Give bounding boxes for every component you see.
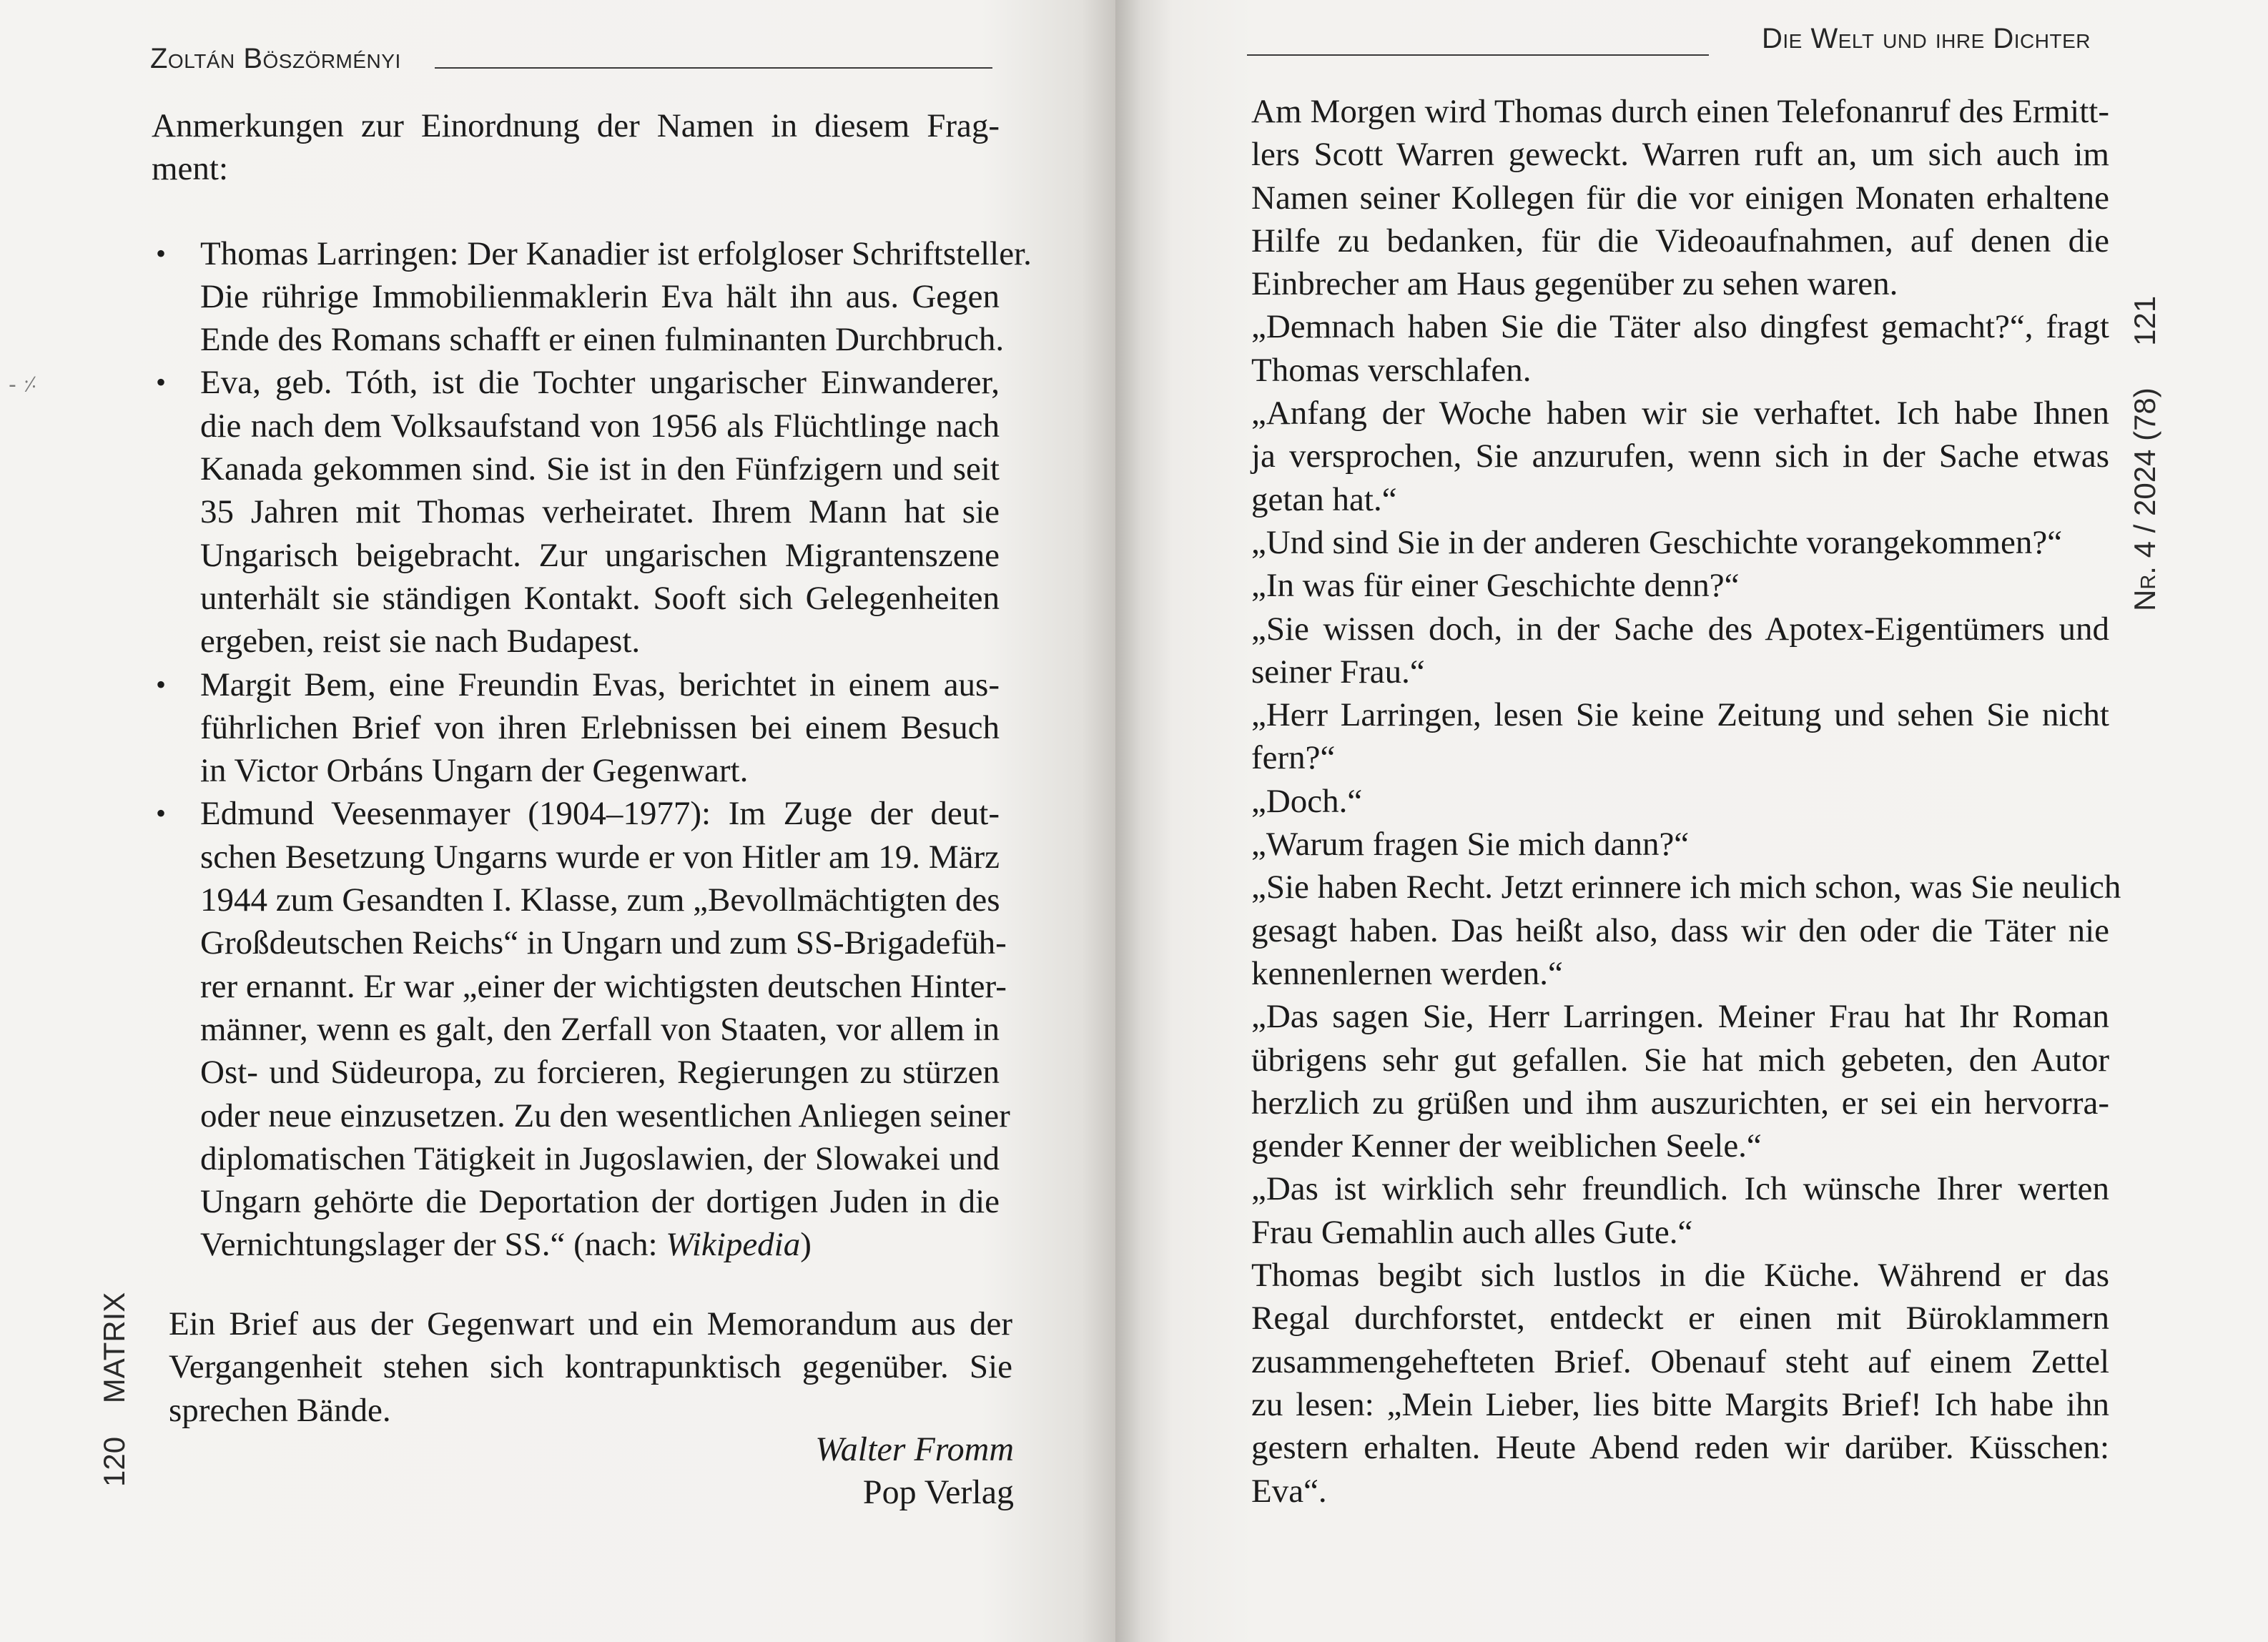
text-line: „Und sind Sie in der anderen Geschichte vorangekommen?“ [1251, 523, 2063, 561]
text-line: Namen seiner Kollegen für die vor einigen Monaten erhaltene [1251, 179, 2109, 217]
text-line [152, 1223, 1000, 1266]
text-line: Einbrecher am Haus gegenüber zu sehen waren. [1251, 265, 1898, 303]
header-rule-right [1247, 54, 1709, 56]
text-line: „Herr Larringen, lesen Sie keine Zeitung und sehen Sie nicht [1251, 696, 2109, 734]
text-line: gesagt haben. Das heißt also, dass wir den oder die Täter nie [1251, 911, 2109, 949]
text-line: seiner Frau.“ [1251, 653, 1425, 691]
scan-mark: - ⸓ [9, 372, 38, 397]
right-page-number: 121 [2128, 295, 2161, 346]
left-page-number: 120 [97, 1436, 131, 1487]
closing-paragraph [169, 1302, 1012, 1432]
text-line: Thomas begibt sich lustlos in die Küche. Während er das [1251, 1257, 2109, 1295]
header-rule [435, 67, 992, 69]
text-line: zusammengehefteten Brief. Obenauf steht auf einem Zettel [1251, 1342, 2109, 1380]
text-line: „Demnach haben Sie die Täter also dingfest gemacht?“, fragt [1251, 308, 2109, 346]
signature-publisher: Pop Verlag [862, 1473, 1014, 1511]
text-line: schen Besetzung Ungarns wurde er von Hitler am 19. März [200, 838, 1000, 876]
text-line: diplomatischen Tätigkeit in Jugoslawien, der Slowakei und [200, 1139, 1000, 1177]
text-line: Eva, geb. Tóth, ist die Tochter ungarischer Einwanderer, [200, 364, 1000, 402]
text-line: „Das ist wirklich sehr freundlich. Ich wünsche Ihrer werten [1251, 1170, 2109, 1208]
signature-name: Walter Fromm [815, 1430, 1014, 1468]
text-line: Ungarisch beigebracht. Zur ungarischen Migrantenszene [200, 536, 1000, 574]
text-line: lers Scott Warren geweckt. Warren ruft an, um sich auch im [1251, 136, 2109, 174]
bullet-icon: • [156, 366, 167, 399]
text-line: Regal durchforstet, entdeckt er einen mit Büroklammern [1251, 1300, 2109, 1337]
text-line: rer ernannt. Er war „einer der wichtigsten deutschen Hinter- [200, 967, 1007, 1005]
right-vertical-folio [2128, 296, 2162, 611]
bullet-icon: • [156, 668, 167, 701]
text-line: 35 Jahren mit Thomas verheiratet. Ihrem Mann hat sie [200, 493, 1000, 531]
text-line: männer, wenn es galt, den Zerfall von Staaten, vor allem in [200, 1010, 1000, 1048]
text-line: „Sie wissen doch, in der Sache des Apotex-Eigentümers und [1251, 610, 2109, 648]
paragraph-gap [152, 191, 1000, 232]
text-line: „Doch.“ [1251, 782, 1363, 820]
text-line: Thomas verschlafen. [1251, 351, 1532, 389]
text-line: zu lesen: „Mein Lieber, lies bitte Margits Brief! Ich habe ihn [1251, 1385, 2109, 1423]
citation-prefix: Vernichtungslager der SS.“ (nach: [200, 1226, 666, 1264]
text-line: die nach dem Volksaufstand von 1956 als Flüchtlinge nach [200, 407, 1000, 445]
text-line: übrigens sehr gut gefallen. Sie hat mich gebeten, den Autor [1251, 1041, 2109, 1079]
text-line: 1944 zum Gesandten I. Klasse, zum „Bevollmächtigten des [200, 881, 1000, 919]
note-item [152, 232, 1032, 362]
text-line: Frau Gemahlin auch alles Gute.“ [1251, 1213, 1693, 1251]
bullet-icon: • [156, 797, 167, 830]
text-line: Margit Bem, eine Freundin Evas, berichtet in einem aus- [200, 666, 1000, 703]
note-item [152, 361, 1000, 663]
text-line: sprechen Bände. [169, 1391, 391, 1429]
citation-suffix: ) [800, 1226, 812, 1264]
note-item [152, 663, 1000, 793]
left-vertical-folio [97, 1292, 132, 1487]
text-line: getan hat.“ [1251, 480, 1397, 518]
right-page [1115, 0, 2268, 1642]
section-header: Die Welt und ihre Dichter [1762, 23, 2091, 54]
text-line: ment: [152, 150, 229, 188]
magazine-name: MATRIX [97, 1292, 131, 1404]
text-line: Vergangenheit stehen sich kontrapunktisch gegenüber. Sie [169, 1348, 1012, 1386]
text-line: fern?“ [1251, 739, 1336, 777]
text-line: unterhält sie ständigen Kontakt. Sooft sich Gelegenheiten [200, 579, 1000, 617]
text-line: in Victor Orbáns Ungarn der Gegenwart. [200, 752, 749, 790]
text-line: „Warum fragen Sie mich dann?“ [1251, 826, 1690, 864]
text-line: Ende des Romans schafft er einen fulminanten Durchbruch. [200, 321, 1005, 359]
text-line: Ungarn gehörte die Deportation der dortigen Juden in die [200, 1183, 1000, 1221]
text-line: ja versprochen, Sie anzurufen, wenn sich in der Sache etwas [1251, 437, 2109, 475]
right-body-text [1251, 90, 2121, 1513]
text-line: Eva“. [1251, 1472, 1327, 1510]
text-line: „In was für einer Geschichte denn?“ [1251, 567, 1740, 605]
issue-number: Nr. 4 / 2024 (78) [2128, 387, 2161, 611]
left-body-text [152, 104, 1032, 1267]
left-page [0, 0, 1115, 1642]
text-line: Kanada gekommen sind. Sie ist in den Fünfzigern und seit [200, 450, 1000, 488]
citation-source: Wikipedia [666, 1226, 801, 1264]
text-line: Die rührige Immobilienmaklerin Eva hält ihn aus. Gegen [200, 277, 1000, 315]
text-line: herzlich zu grüßen und ihm auszurichten, er sei ein hervorra- [1251, 1084, 2109, 1122]
text-line: oder neue einzusetzen. Zu den wesentlichen Anliegen seiner [200, 1097, 1010, 1134]
text-line: gestern erhalten. Heute Abend reden wir darüber. Küsschen: [1251, 1429, 2109, 1467]
text-line: Ost- und Südeuropa, zu forcieren, Regierungen zu stürzen [200, 1054, 1000, 1092]
text-line: „Anfang der Woche haben wir sie verhaftet. Ich habe Ihnen [1251, 395, 2109, 432]
text-line: Edmund Veesenmayer (1904–1977): Im Zuge der deut- [200, 795, 1000, 833]
text-line: Am Morgen wird Thomas durch einen Telefonanruf des Ermitt- [1251, 93, 2109, 130]
text-line: „Sie haben Recht. Jetzt erinnere ich mich schon, was Sie neulich [1251, 869, 2121, 906]
text-line: „Das sagen Sie, Herr Larringen. Meiner Frau hat Ihr Roman [1251, 998, 2109, 1036]
text-line: Hilfe zu bedanken, für die Videoaufnahmen, auf denen die [1251, 222, 2109, 259]
author-header: Zoltán Böszörményi [150, 43, 401, 74]
text-line: Großdeutschen Reichs“ in Ungarn und zum SS-Brigadefüh- [200, 924, 1007, 962]
text-line: gender Kenner der weiblichen Seele.“ [1251, 1127, 1762, 1165]
text-line: führlichen Brief von ihren Erlebnissen bei einem Besuch [200, 708, 1000, 746]
text-line: kennenlernen werden.“ [1251, 954, 1563, 992]
text-line: Ein Brief aus der Gegenwart und ein Memorandum aus der [169, 1305, 1012, 1342]
text-line: Thomas Larringen: Der Kanadier ist erfolgloser Schriftsteller. [200, 234, 1032, 272]
text-line: ergeben, reist sie nach Budapest. [200, 623, 641, 661]
text-line: Anmerkungen zur Einordnung der Namen in diesem Frag- [152, 107, 1000, 144]
signature-block [815, 1428, 1014, 1514]
bullet-icon: • [156, 237, 167, 269]
note-item [152, 792, 1010, 1266]
